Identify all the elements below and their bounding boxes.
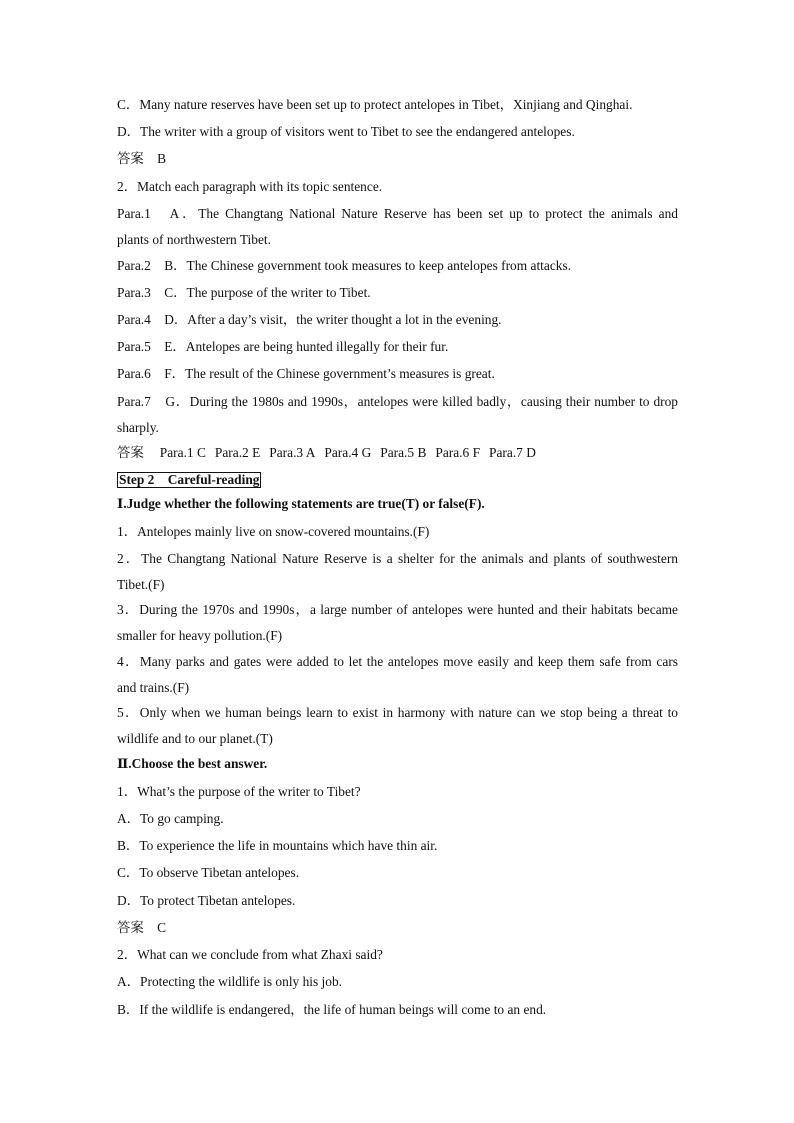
para-match-line: Para.2 B．The Chinese government took measures to keep antelopes from attacks.	[117, 258, 572, 273]
statement-line: wildlife and to our planet.(T)	[117, 731, 273, 746]
option-line: A．Protecting the wildlife is only his job.	[117, 974, 343, 989]
para-match-line: Para.4 D．After a day’s visit，the writer thought a lot in the evening.	[117, 312, 502, 327]
statement-line: 2．The Changtang National Nature Reserve is a shelter for the animals and plants of southwestern	[117, 551, 678, 566]
para-match-line: sharply.	[117, 420, 159, 435]
question-line: 2．Match each paragraph with its topic sentence.	[117, 179, 383, 194]
answer-item: Para.3 A	[269, 445, 316, 460]
answer-label: 答案	[117, 445, 144, 460]
option-line: A．To go camping.	[117, 811, 224, 826]
statement-line: Tibet.(F)	[117, 577, 165, 592]
answer-item: Para.7 D	[489, 445, 536, 460]
option-d-line: D．The writer with a group of visitors went to Tibet to see the endangered antelopes.	[117, 124, 575, 139]
answer-line: 答案 C	[117, 920, 167, 935]
section-heading	[117, 472, 678, 488]
statement-line: 1．Antelopes mainly live on snow-covered mountains.(F)	[117, 524, 430, 539]
para-match-line: Para.3 C．The purpose of the writer to Tibet.	[117, 285, 371, 300]
subsection-heading: Ⅰ.Judge whether the following statements are true(T) or false(F).	[117, 496, 485, 511]
question-line: 2．What can we conclude from what Zhaxi said?	[117, 947, 383, 962]
option-line: B．If the wildlife is endangered，the life of human beings will come to an end.	[117, 1002, 547, 1017]
step-2-box: Step 2 Careful-reading	[119, 472, 260, 487]
statement-line: 5．Only when we human beings learn to exist in harmony with nature can we stop being a threat to	[117, 705, 678, 720]
answer-line: 答案 B	[117, 151, 167, 166]
answer-item: Para.1 C	[159, 445, 206, 460]
question-line: 1．What’s the purpose of the writer to Tibet?	[117, 784, 361, 799]
para-match-line: Para.1 A．The Changtang National Nature Reserve has been set up to protect the animals and	[117, 206, 678, 221]
option-line: D．To protect Tibetan antelopes.	[117, 893, 296, 908]
subsection-heading: Ⅱ.Choose the best answer.	[117, 756, 268, 771]
para-match-line: Para.6 F．The result of the Chinese government’s measures is great.	[117, 366, 495, 381]
option-c-line: C．Many nature reserves have been set up to protect antelopes in Tibet，Xinjiang and Qinghai.	[117, 97, 633, 112]
answer-row	[117, 445, 678, 461]
statement-line: and trains.(F)	[117, 680, 190, 695]
para-match-line: plants of northwestern Tibet.	[117, 232, 271, 247]
para-match-line: Para.5 E．Antelopes are being hunted illegally for their fur.	[117, 339, 449, 354]
answer-item: Para.4 G	[324, 445, 372, 460]
answer-item: Para.6 F	[435, 445, 481, 460]
statement-line: smaller for heavy pollution.(F)	[117, 628, 283, 643]
answer-item: Para.2 E	[214, 445, 261, 460]
option-line: B．To experience the life in mountains which have thin air.	[117, 838, 438, 853]
statement-line: 3．During the 1970s and 1990s，a large number of antelopes were hunted and their habitats became	[117, 602, 678, 617]
option-line: C．To observe Tibetan antelopes.	[117, 865, 300, 880]
para-match-line: Para.7 G．During the 1980s and 1990s，antelopes were killed badly，causing their number to drop	[117, 394, 678, 409]
statement-line: 4．Many parks and gates were added to let the antelopes move easily and keep them safe from cars	[117, 654, 678, 669]
answer-item: Para.5 B	[380, 445, 427, 460]
